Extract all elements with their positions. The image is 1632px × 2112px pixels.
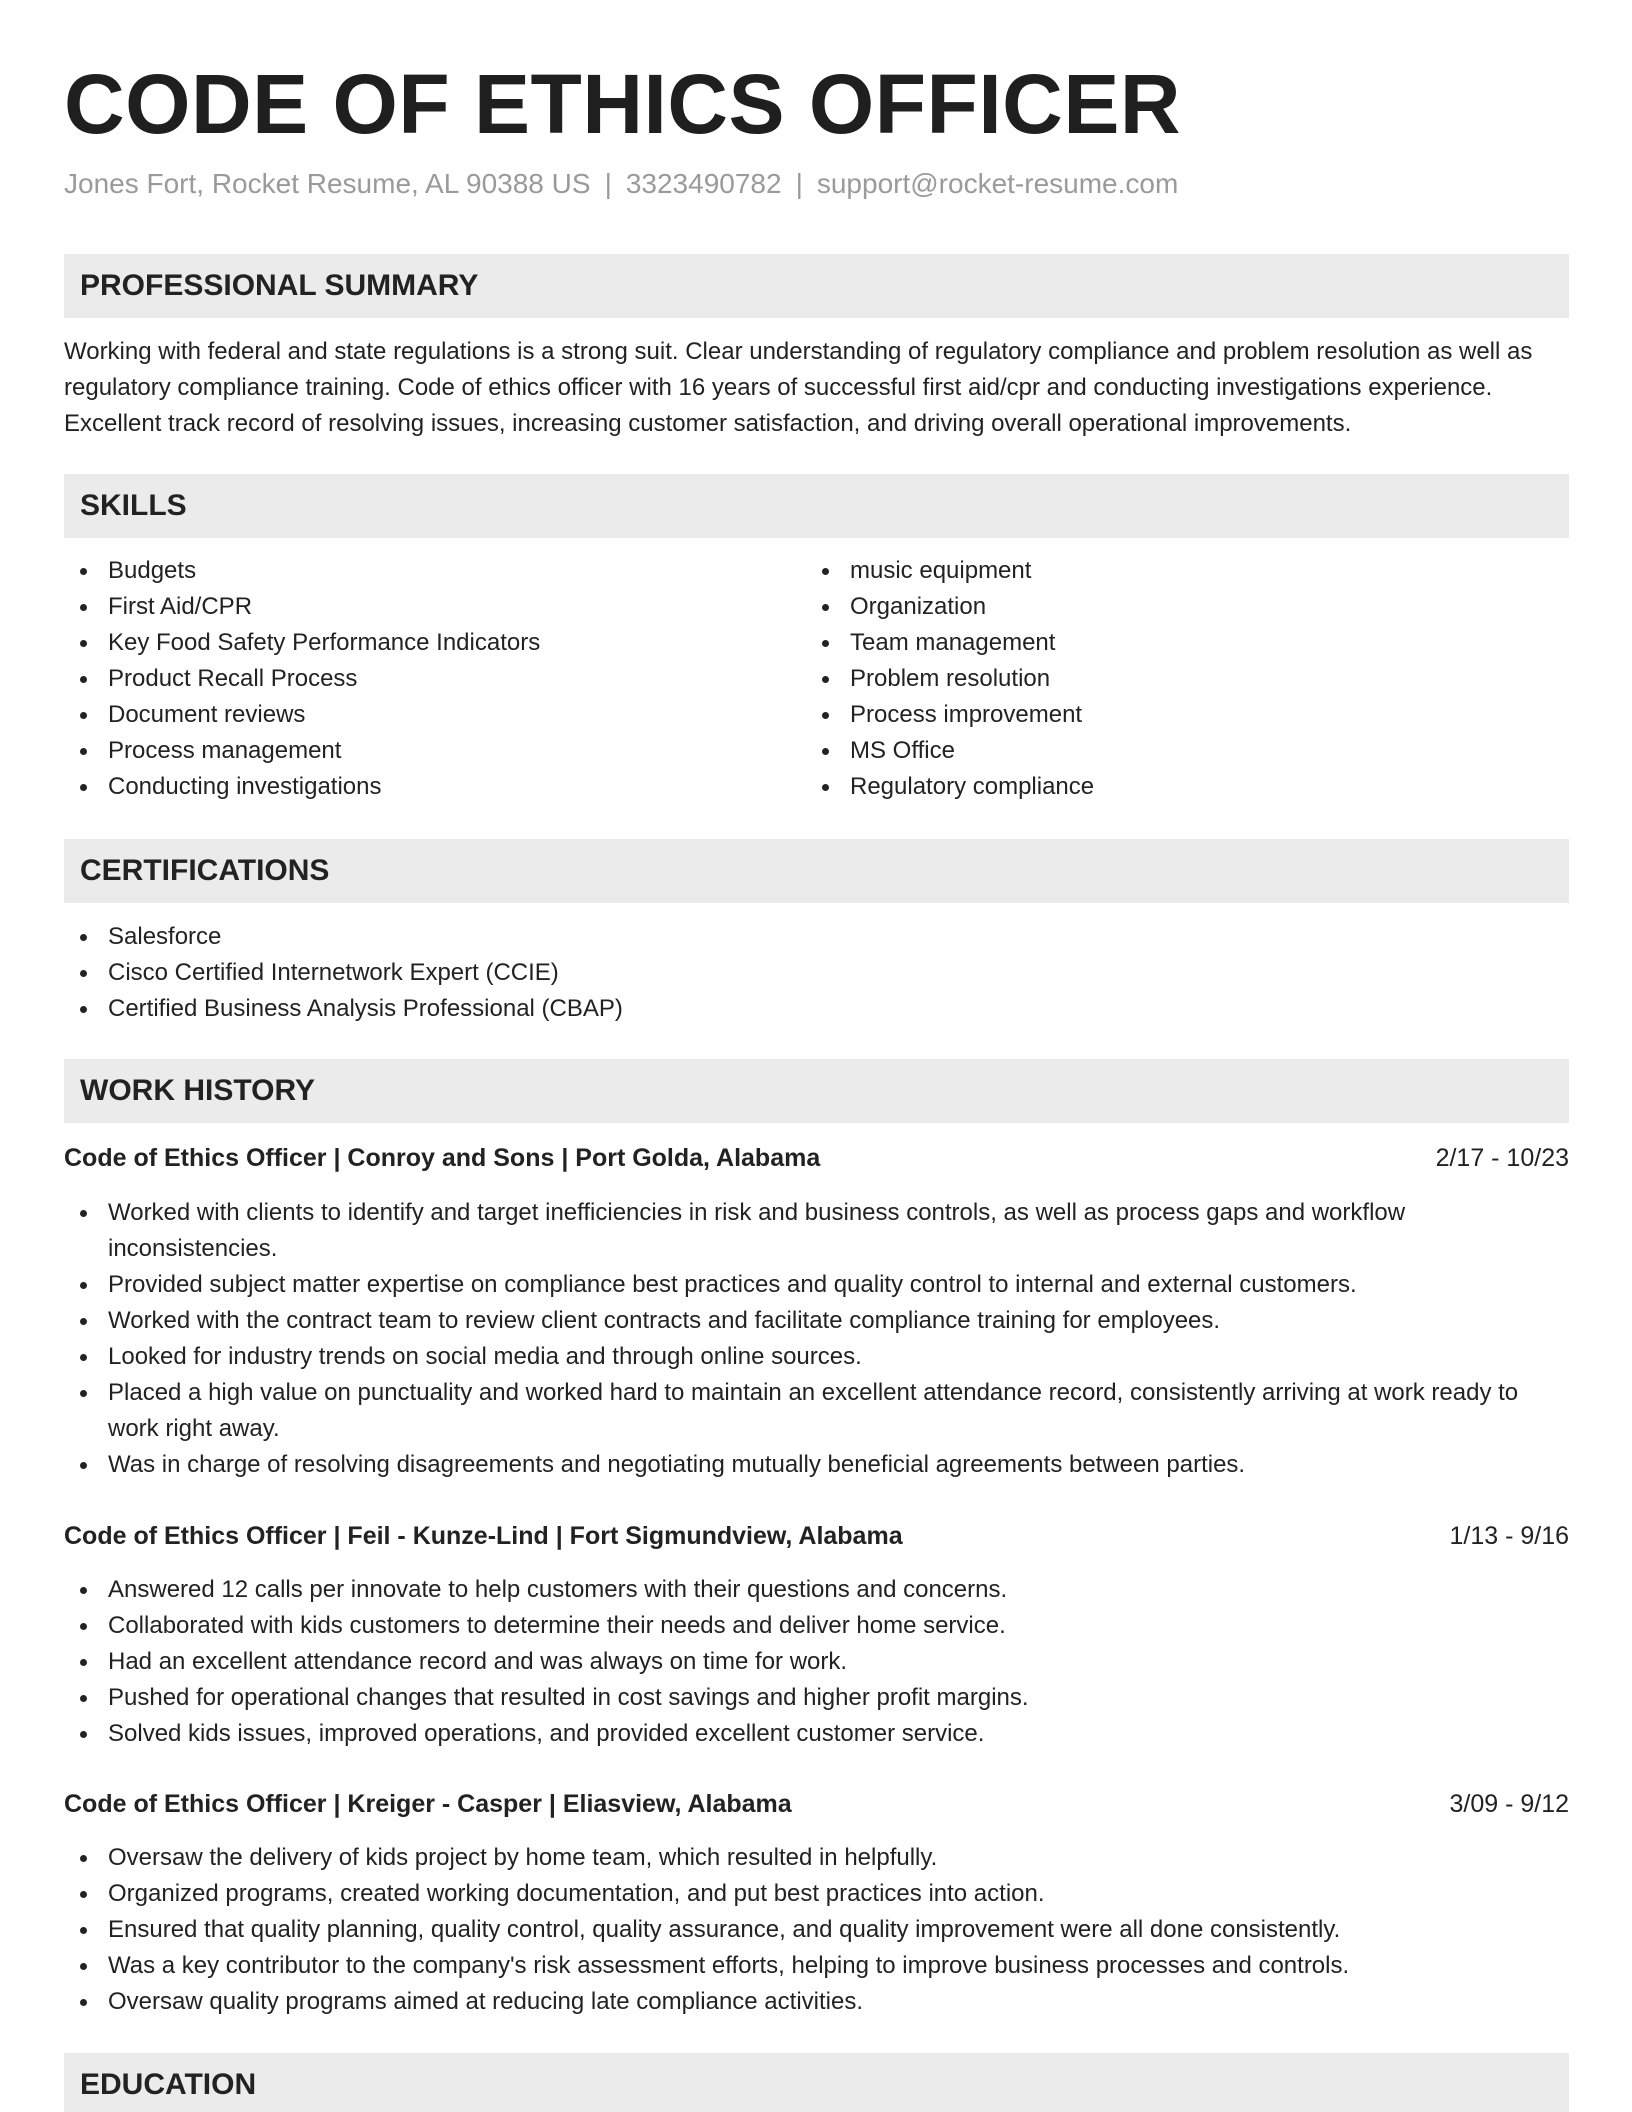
certification-item: Salesforce [64,919,1569,955]
skill-item: Process improvement [806,697,1566,733]
skill-item: Product Recall Process [64,661,804,697]
contact-email: support@rocket-resume.com [816,168,1179,199]
work-history-heading: WORK HISTORY [64,1059,1569,1123]
contact-separator: | [795,168,803,199]
skill-item: Conducting investigations [64,769,804,805]
skills-list-left [64,553,804,805]
job-bullet: Solved kids issues, improved operations, and provided excellent customer service. [64,1716,1569,1752]
job-bullet: Oversaw the delivery of kids project by home team, which resulted in helpfully. [64,1840,1569,1876]
job-bullet: Looked for industry trends on social media and through online sources. [64,1339,1569,1375]
job-dates: 2/17 - 10/23 [1435,1144,1569,1172]
contact-phone: 3323490782 [625,168,782,199]
skill-item: Budgets [64,553,804,589]
job-dates: 1/13 - 9/16 [1449,1522,1569,1550]
job-bullet: Had an excellent attendance record and was always on time for work. [64,1644,1569,1680]
summary-heading: PROFESSIONAL SUMMARY [64,254,1569,318]
certifications-list [64,919,1569,1027]
job-bullet: Was a key contributor to the company's risk assessment efforts, helping to improve business processes and controls. [64,1948,1569,1984]
job-title: Code of Ethics Officer | Kreiger - Casper | Eliasview, Alabama [64,1790,792,1818]
job-bullet: Answered 12 calls per innovate to help customers with their questions and concerns. [64,1572,1569,1608]
job-bullet: Was in charge of resolving disagreements and negotiating mutually beneficial agreements between parties. [64,1447,1569,1483]
job-bullets [64,1840,1569,2020]
summary-text: Working with federal and state regulations is a strong suit. Clear understanding of regulatory compliance and problem resolution as well as regulatory compliance training. Code of ethics officer with 16 years of successful first aid/cpr and conducting investigations experience. Excellent track record of resolving issues, increasing customer satisfaction, and driving overall operational improvements. [64,338,1533,437]
job-bullet: Pushed for operational changes that resulted in cost savings and higher profit margins. [64,1680,1569,1716]
job-dates: 3/09 - 9/12 [1449,1790,1569,1818]
job-bullet: Provided subject matter expertise on compliance best practices and quality control to internal and external customers. [64,1267,1569,1303]
job-bullet: Placed a high value on punctuality and worked hard to maintain an excellent attendance record, consistently arriving at work ready to work right away. [64,1375,1569,1447]
contact-line [64,166,1178,202]
certifications-heading: CERTIFICATIONS [64,839,1569,903]
certification-item: Cisco Certified Internetwork Expert (CCIE) [64,955,1569,991]
certification-item: Certified Business Analysis Professional (CBAP) [64,991,1569,1027]
job-title: Code of Ethics Officer | Conroy and Sons | Port Golda, Alabama [64,1144,821,1172]
job-bullet: Collaborated with kids customers to determine their needs and deliver home service. [64,1608,1569,1644]
skills-list-right [806,553,1566,805]
job-bullet: Ensured that quality planning, quality control, quality assurance, and quality improvement were all done consistently. [64,1912,1569,1948]
job-title: Code of Ethics Officer | Feil - Kunze-Lind | Fort Sigmundview, Alabama [64,1522,903,1550]
skill-item: Key Food Safety Performance Indicators [64,625,804,661]
job-bullet: Worked with clients to identify and target inefficiencies in risk and business controls, as well as process gaps and workflow inconsistencies. [64,1195,1569,1267]
job-bullet: Organized programs, created working documentation, and put best practices into action. [64,1876,1569,1912]
contact-address: Jones Fort, Rocket Resume, AL 90388 US [64,168,591,199]
skill-item: Regulatory compliance [806,769,1566,805]
job-bullet: Oversaw quality programs aimed at reducing late compliance activities. [64,1984,1569,2020]
skills-heading: SKILLS [64,474,1569,538]
skill-item: Organization [806,589,1566,625]
job-bullets [64,1572,1569,1752]
skill-item: Document reviews [64,697,804,733]
skill-item: Process management [64,733,804,769]
skill-item: music equipment [806,553,1566,589]
job-bullet: Worked with the contract team to review client contracts and facilitate compliance training for employees. [64,1303,1569,1339]
candidate-name: CODE OF ETHICS OFFICER [64,57,1182,151]
skill-item: Team management [806,625,1566,661]
contact-separator: | [604,168,612,199]
skill-item: MS Office [806,733,1566,769]
job-bullets [64,1195,1569,1483]
education-heading: EDUCATION [64,2053,1569,2112]
skill-item: First Aid/CPR [64,589,804,625]
skill-item: Problem resolution [806,661,1566,697]
